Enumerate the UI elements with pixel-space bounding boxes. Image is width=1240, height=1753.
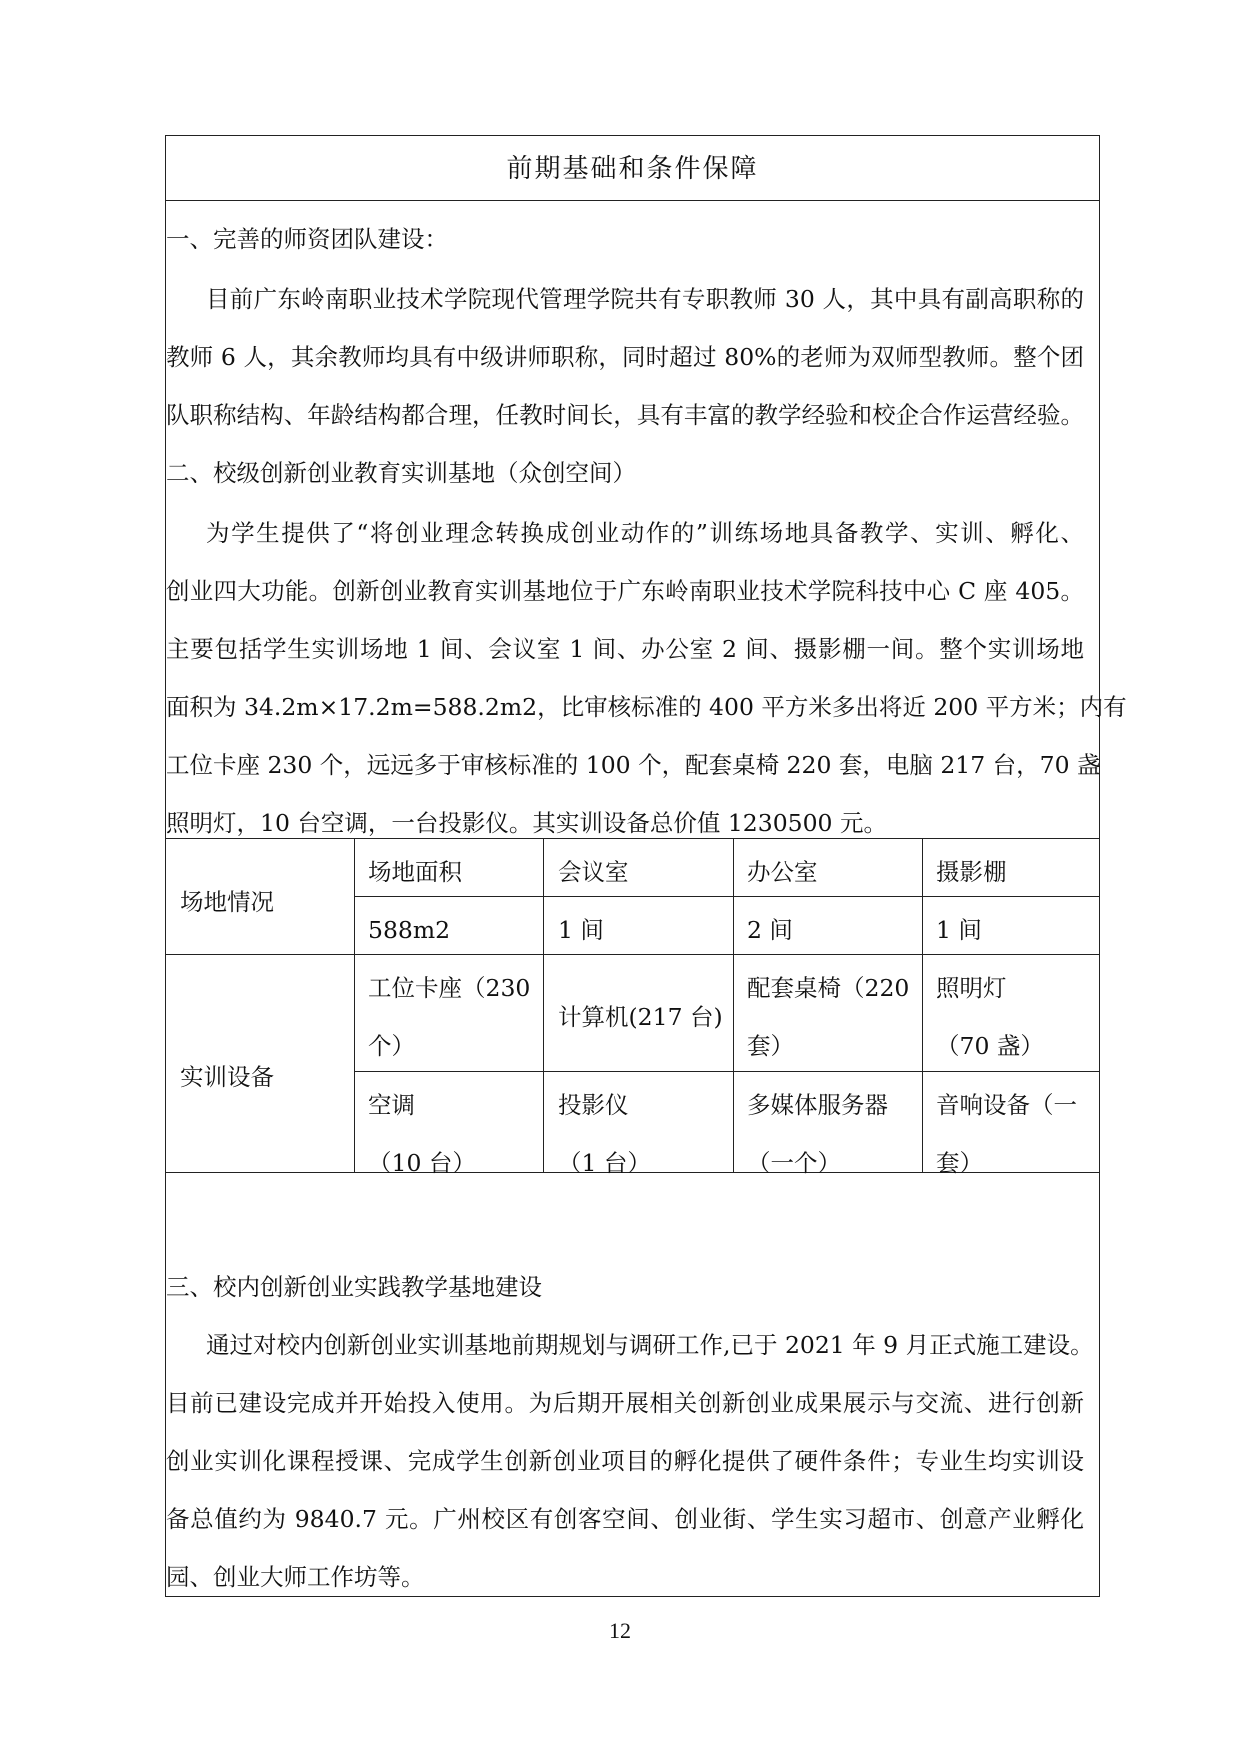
table-col-divider-4 [922,838,923,1172]
site-header-studio: 摄影棚 [936,858,1007,886]
section3-line-3: 创业实训化课程授课、完成学生创新创业项目的孵化提供了硬件条件；专业生均实训设 [166,1447,1084,1475]
site-header-area: 场地面积 [368,858,462,886]
site-value-meeting: 1 间 [558,916,604,944]
section2-line-6: 照明灯，10 台空调，一台投影仪。其实训设备总价值 1230500 元。 [166,809,887,837]
table-col-divider-1 [354,838,355,1172]
equip-projector-l2: （1 台） [558,1149,651,1177]
site-label: 场地情况 [180,888,274,916]
table-col-divider-2 [543,838,544,1172]
section2-line-2: 创业四大功能。创新创业教育实训基地位于广东岭南职业技术学院科技中心 C 座 405。 [166,577,1084,605]
page-title: 前期基础和条件保障 [506,154,759,184]
section3-line-5: 园、创业大师工作坊等。 [166,1563,425,1591]
equip-lights-l2: （70 盏） [936,1032,1044,1060]
table-row-divider-2 [354,1071,1099,1072]
site-value-area: 588m2 [368,916,451,944]
equip-workstation-l1: 工位卡座（230 [368,974,531,1002]
equip-server-l1: 多媒体服务器 [747,1091,888,1119]
equip-audio-l1: 音响设备（一 [936,1091,1077,1119]
section1-line-3: 队职称结构、年龄结构都合理，任教时间长，具有丰富的教学经验和校企合作运营经验。 [166,401,1084,429]
section1-line-2: 教师 6 人，其余教师均具有中级讲师职称，同时超过 80%的老师为双师型教师。整个团 [166,343,1084,371]
site-value-studio: 1 间 [936,916,982,944]
section3-line-2: 目前已建设完成并开始投入使用。为后期开展相关创新创业成果展示与交流、进行创新 [166,1389,1084,1417]
section2-line-3: 主要包括学生实训场地 1 间、会议室 1 间、办公室 2 间、摄影棚一间。整个实训场地 [166,635,1084,663]
section3-line-1: 通过对校内创新创业实训基地前期规划与调研工作,已于 2021 年 9 月正式施工建设。 [206,1331,1094,1359]
equip-workstation-l2: 个） [368,1032,415,1060]
equip-ac-l1: 空调 [368,1091,415,1119]
equip-lights-l1: 照明灯 [936,974,1007,1002]
equip-ac-l2: （10 台） [368,1149,476,1177]
table-col-divider-3 [733,838,734,1172]
section1-heading: 一、完善的师资团队建设： [166,225,448,253]
equip-label: 实训设备 [180,1063,274,1091]
table-top-border [166,838,1099,839]
equip-projector-l1: 投影仪 [558,1091,629,1119]
equip-desks-l1: 配套桌椅（220 [747,974,910,1002]
site-header-office: 办公室 [747,858,818,886]
table-row-divider-1 [354,896,1099,897]
table-mid-border [166,954,1099,955]
title-divider [166,200,1099,201]
site-header-meeting: 会议室 [558,858,629,886]
section2-heading: 二、校级创新创业教育实训基地（众创空间） [166,459,636,487]
section3-heading: 三、校内创新创业实践教学基地建设 [166,1273,542,1301]
equip-audio-l2: 套） [936,1149,983,1177]
section3-line-4: 备总值约为 9840.7 元。广州校区有创客空间、创业街、学生实习超市、创意产业孵化 [166,1505,1084,1533]
equip-computer: 计算机(217 台) [558,1003,723,1031]
section2-line-5: 工位卡座 230 个，远远多于审核标准的 100 个，配套桌椅 220 套，电脑 217 台，70 盏 [166,751,1101,779]
section2-line-1: 为学生提供了“将创业理念转换成创业动作的”训练场地具备教学、实训、孵化、 [206,519,1084,547]
section2-line-4: 面积为 34.2m×17.2m=588.2m2，比审核标准的 400 平方米多出将近 200 平方米；内有 [166,693,1127,721]
site-value-office: 2 间 [747,916,793,944]
equip-desks-l2: 套） [747,1032,794,1060]
document-frame [165,135,1127,1597]
page-number: 12 [609,1618,631,1643]
section1-line-1: 目前广东岭南职业技术学院现代管理学院共有专职教师 30 人，其中具有副高职称的 [206,285,1084,313]
equip-server-l2: （一个） [747,1149,841,1177]
